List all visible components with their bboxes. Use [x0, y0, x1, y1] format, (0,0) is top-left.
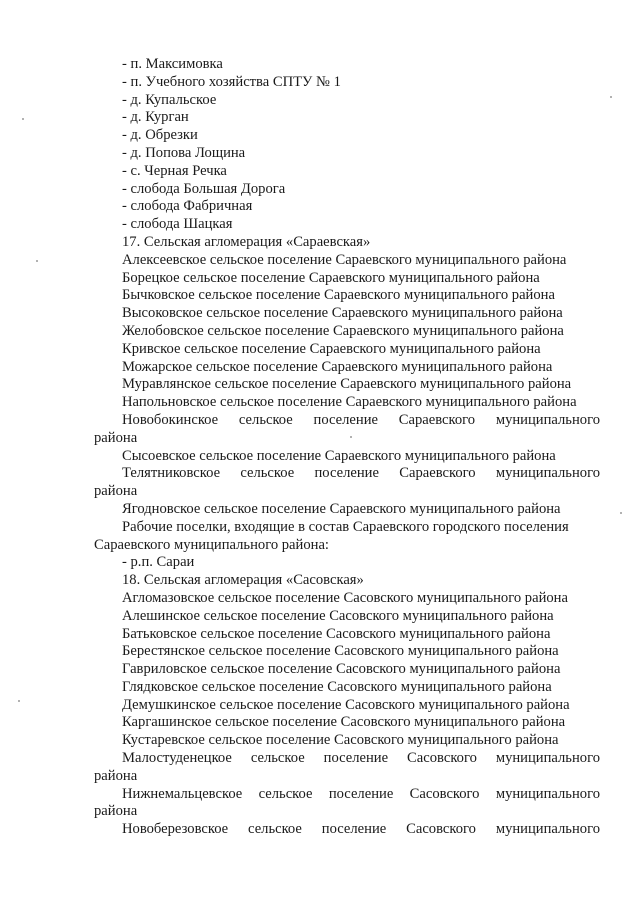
list-item: - п. Максимовка: [122, 56, 223, 72]
scan-speck: [18, 700, 20, 702]
list-item: Бычковское сельское поселение Сараевского муниципального района: [122, 287, 555, 304]
list-item-continuation: района: [94, 483, 138, 500]
list-item: - д. Попова Лощина: [122, 144, 246, 161]
list-item: Каргашинское сельское поселение Сасовского муниципального района: [122, 714, 566, 731]
list-item: - д. Обрезки: [122, 127, 198, 144]
paragraph-continuation: Сараевского муниципального района:: [94, 536, 329, 553]
list-item: Глядковское сельское поселение Сасовского муниципального района: [122, 678, 552, 695]
list-item: Гавриловское сельское поселение Сасовского муниципального района: [122, 661, 561, 678]
section-heading: 18. Сельская агломерация «Сасовская»: [122, 572, 364, 589]
list-item: Нижнемальцевское сельское поселение Сасовского муниципального: [122, 785, 600, 802]
list-item: Сысоевское сельское поселение Сараевского муниципального района: [122, 447, 556, 464]
scan-speck: [620, 512, 622, 514]
scan-speck: [22, 118, 24, 120]
list-item: Алешинское сельское поселение Сасовского муниципального района: [122, 607, 554, 624]
list-item-continuation: района: [94, 429, 138, 446]
list-item: Новоберезовское сельское поселение Сасовского муниципального: [122, 821, 600, 838]
list-item-continuation: района: [94, 803, 138, 820]
list-item: - д. Курган: [122, 109, 189, 126]
list-item: Муравлянское сельское поселение Сараевского муниципального района: [122, 376, 572, 393]
list-item: - слобода Шацкая: [122, 216, 233, 233]
list-item: Можарское сельское поселение Сараевского муниципального района: [122, 358, 553, 375]
list-item: Желобовское сельское поселение Сараевского муниципального района: [122, 322, 564, 339]
list-item: Высоковское сельское поселение Сараевского муниципального района: [122, 305, 563, 322]
list-item: - с. Черная Речка: [122, 162, 227, 179]
list-item: Алексеевское сельское поселение Сараевского муниципального района: [122, 251, 567, 268]
list-item: Агломазовское сельское поселение Сасовского муниципального района: [122, 589, 568, 606]
list-item-continuation: района: [94, 767, 138, 784]
scan-speck: [610, 96, 612, 98]
list-item: - слобода Большая Дорога: [122, 180, 286, 197]
list-item: Борецкое сельское поселение Сараевского муниципального района: [122, 269, 540, 286]
list-item: Напольновское сельское поселение Сараевского муниципального района: [122, 394, 577, 411]
list-item: - п. Учебного хозяйства СПТУ № 1: [122, 73, 341, 90]
list-item: Телятниковское сельское поселение Сараевского муниципального: [122, 465, 600, 482]
list-item: Берестянское сельское поселение Сасовского муниципального района: [122, 643, 559, 660]
list-item: Ягодновское сельское поселение Сараевского муниципального района: [122, 500, 561, 517]
list-item: Батьковское сельское поселение Сасовского муниципального района: [122, 625, 551, 642]
list-item: - слобода Фабричная: [122, 198, 253, 215]
paragraph: Рабочие поселки, входящие в состав Сараевского городского поселения: [122, 518, 569, 535]
list-item: Новобокинское сельское поселение Сараевского муниципального: [122, 411, 600, 428]
scan-speck: [36, 260, 38, 262]
list-item: - д. Купальское: [122, 91, 217, 108]
scan-speck: [350, 436, 352, 438]
document-body: [94, 56, 600, 839]
list-item: Демушкинское сельское поселение Сасовского муниципального района: [122, 696, 570, 713]
list-item: - р.п. Сараи: [122, 554, 195, 571]
list-item: Малостуденецкое сельское поселение Сасовского муниципального: [122, 750, 600, 767]
section-heading: 17. Сельская агломерация «Сараевская»: [122, 233, 371, 250]
list-item: Кустаревское сельское поселение Сасовского муниципального района: [122, 732, 559, 749]
list-item: Кривское сельское поселение Сараевского муниципального района: [122, 340, 541, 357]
